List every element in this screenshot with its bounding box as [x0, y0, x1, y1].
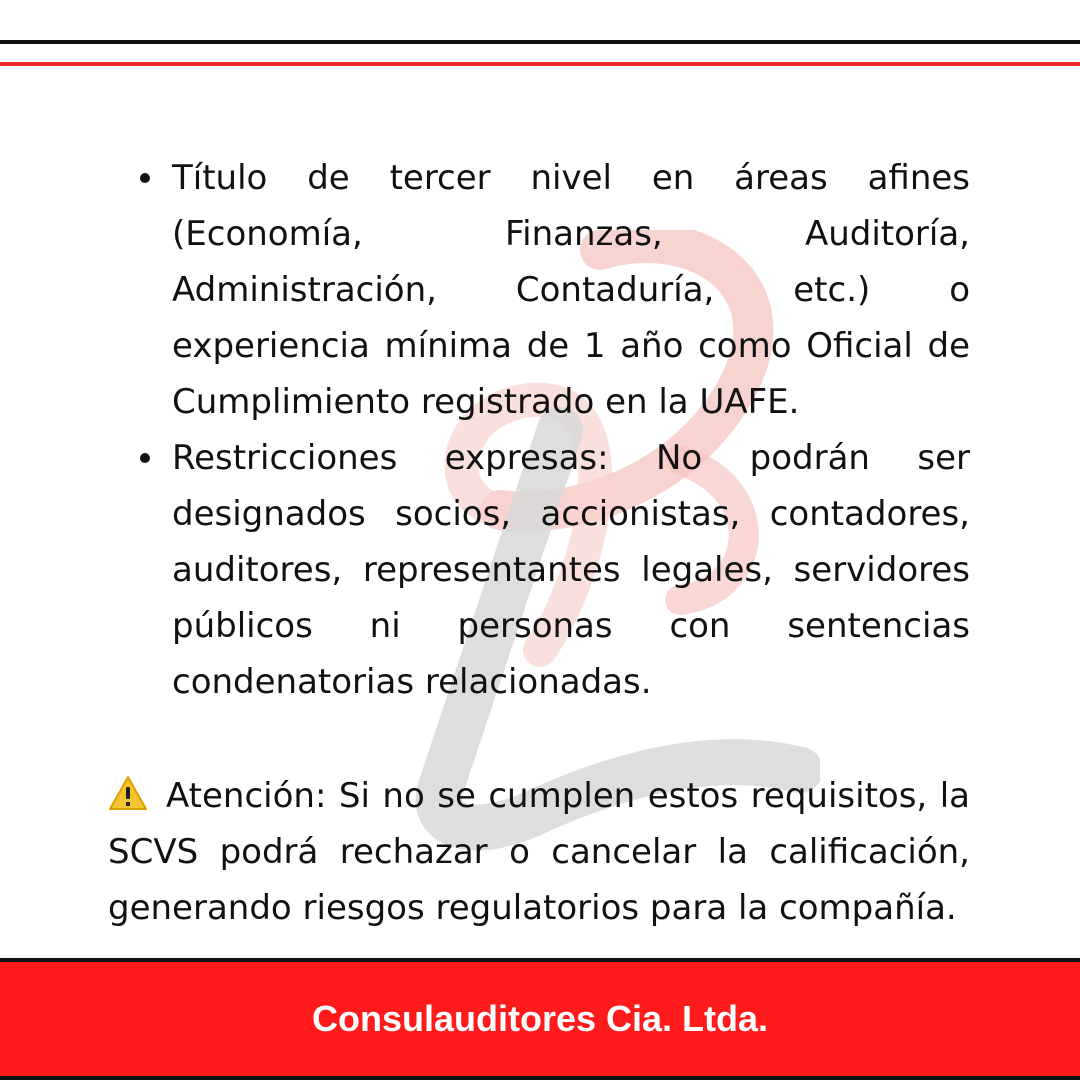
- list-item-text: Restricciones expresas: No podrán ser designados socios, accionistas, contadores, auditores, representantes legales, servidores públicos ni personas con sentencias condenatorias relacionadas.: [172, 438, 970, 702]
- list-item: [108, 430, 970, 710]
- warning-icon: [108, 775, 148, 811]
- bullet-dot-icon: [140, 453, 150, 463]
- footer-divider-bottom: [0, 1076, 1080, 1080]
- top-divider-red: [0, 62, 1080, 66]
- bullet-dot-icon: [140, 173, 150, 183]
- list-item-text: Título de tercer nivel en áreas afines (Economía, Finanzas, Auditoría, Administración, Contaduría, etc.) o experiencia mínima de 1 año como Oficial de Cumplimiento registrado en la UAFE.: [172, 158, 970, 422]
- main-content: [108, 150, 970, 936]
- list-item: [108, 150, 970, 430]
- attention-text: Atención: Si no se cumplen estos requisitos, la SCVS podrá rechazar o cancelar la calificación, generando riesgos regulatorios para la compañía.: [108, 776, 970, 928]
- footer-banner: [0, 962, 1080, 1076]
- company-name: Consulauditores Cia. Ltda.: [311, 998, 769, 1039]
- requirements-list: [108, 150, 970, 710]
- top-divider-black: [0, 40, 1080, 44]
- attention-note: [108, 768, 970, 936]
